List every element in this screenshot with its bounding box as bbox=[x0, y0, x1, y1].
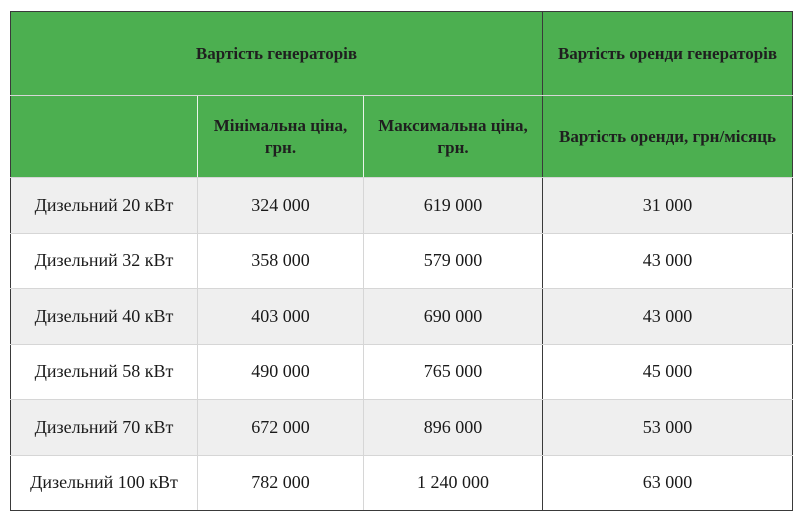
cell-max-price: 690 000 bbox=[364, 289, 543, 345]
header-col-rent: Вартість оренди, грн/місяць bbox=[543, 96, 793, 178]
cell-rent-price: 45 000 bbox=[543, 344, 793, 400]
cell-max-price: 896 000 bbox=[364, 400, 543, 456]
cell-max-price: 619 000 bbox=[364, 178, 543, 234]
cell-min-price: 490 000 bbox=[198, 344, 364, 400]
cell-min-price: 403 000 bbox=[198, 289, 364, 345]
cell-rent-price: 63 000 bbox=[543, 455, 793, 511]
cell-max-price: 579 000 bbox=[364, 233, 543, 289]
header-group-rent: Вартість оренди генераторів bbox=[543, 12, 793, 96]
cell-name: Дизельний 58 кВт bbox=[11, 344, 198, 400]
table-row bbox=[11, 289, 793, 345]
cell-max-price: 765 000 bbox=[364, 344, 543, 400]
table-row bbox=[11, 400, 793, 456]
header-col-min: Мінімальна ціна, грн. bbox=[198, 96, 364, 178]
table-row bbox=[11, 344, 793, 400]
cell-name: Дизельний 100 кВт bbox=[11, 455, 198, 511]
cell-min-price: 358 000 bbox=[198, 233, 364, 289]
cell-rent-price: 43 000 bbox=[543, 289, 793, 345]
cell-name: Дизельний 40 кВт bbox=[11, 289, 198, 345]
cell-rent-price: 43 000 bbox=[543, 233, 793, 289]
cell-min-price: 324 000 bbox=[198, 178, 364, 234]
cell-name: Дизельний 70 кВт bbox=[11, 400, 198, 456]
header-row-columns bbox=[11, 96, 793, 178]
table-row bbox=[11, 455, 793, 511]
table-row bbox=[11, 233, 793, 289]
header-group-cost: Вартість генераторів bbox=[11, 12, 543, 96]
cell-rent-price: 53 000 bbox=[543, 400, 793, 456]
table-row bbox=[11, 178, 793, 234]
generator-price-table bbox=[10, 11, 793, 511]
cell-min-price: 782 000 bbox=[198, 455, 364, 511]
header-row-groups bbox=[11, 12, 793, 96]
cell-max-price: 1 240 000 bbox=[364, 455, 543, 511]
header-col-name bbox=[11, 96, 198, 178]
cell-min-price: 672 000 bbox=[198, 400, 364, 456]
cell-name: Дизельний 32 кВт bbox=[11, 233, 198, 289]
cell-name: Дизельний 20 кВт bbox=[11, 178, 198, 234]
header-col-max: Максимальна ціна, грн. bbox=[364, 96, 543, 178]
cell-rent-price: 31 000 bbox=[543, 178, 793, 234]
